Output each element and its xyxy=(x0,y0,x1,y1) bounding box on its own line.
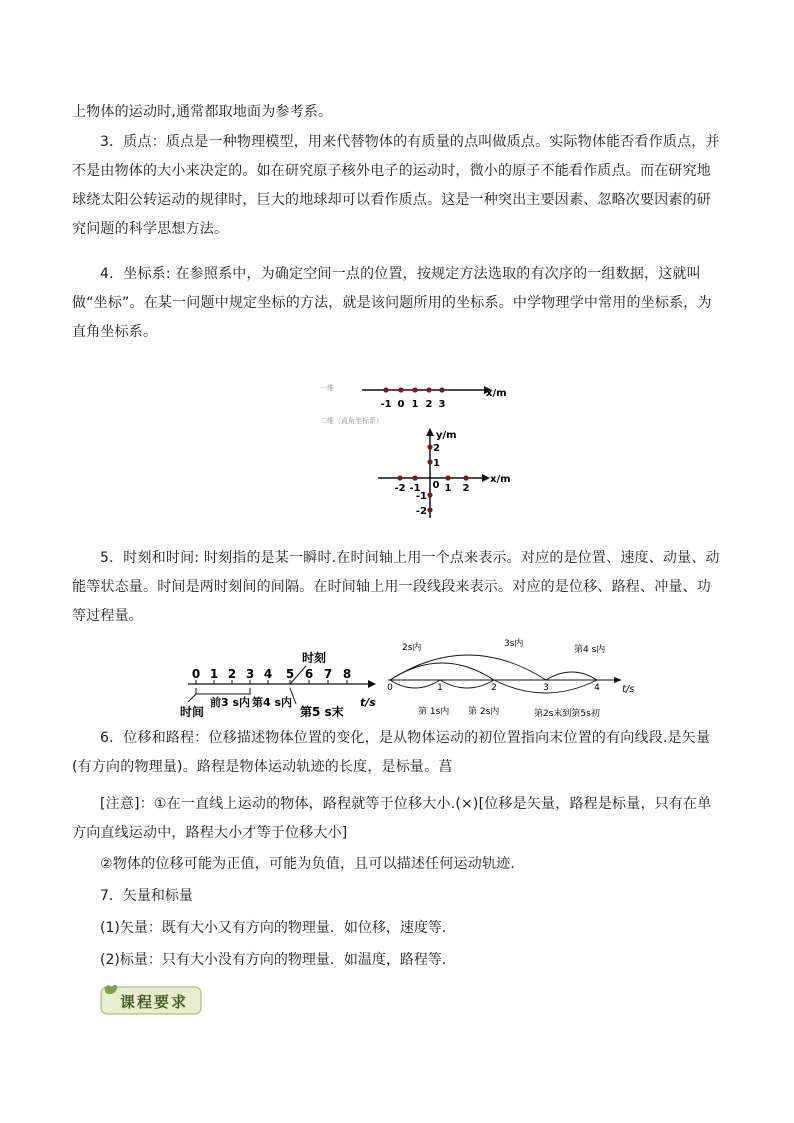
badge-label: 课程要求 xyxy=(119,993,189,1011)
in3s-label: 3s内 xyxy=(504,639,524,649)
tick-2d-y: 1 xyxy=(433,458,440,469)
moment-label: 时刻 xyxy=(302,651,327,665)
time-tick: 2 xyxy=(227,667,237,681)
tick-1d: 3 xyxy=(438,399,446,410)
second-s-label: 第 2s内 xyxy=(468,707,500,717)
paragraph-coordinate-system: 4．坐标系: 在参照系中，为确定空间一点的位置，按规定方法选取的有次序的一组数据，这就叫做“坐标”。在某一问题中规定坐标的方法，就是该问题所用的坐标系。中学物理学中常用的坐标系，为直角坐标系。 xyxy=(72,266,712,340)
point-2d xyxy=(427,492,432,497)
point-1d xyxy=(439,387,444,392)
end5-label: 第5 s末 xyxy=(300,705,344,719)
tick-2d-x: 0 xyxy=(432,480,440,491)
tick-1d: 2 xyxy=(425,399,433,410)
tick-2d-y: -2 xyxy=(415,506,427,517)
fourth-label: 第4 s内 xyxy=(252,696,293,709)
point-2d xyxy=(463,475,468,480)
tick-2d-x: 1 xyxy=(444,483,452,494)
point-2d xyxy=(427,459,432,464)
scalar-definition: (2)标量：只有大小没有方向的物理量．如温度，路程等． xyxy=(100,952,456,968)
y-axis-label-2d: y/m xyxy=(436,430,457,441)
x-arrow-2d xyxy=(482,474,490,482)
tick-1d: 0 xyxy=(397,399,405,410)
interval-axis-label: t/s xyxy=(622,684,635,695)
time-tick: 5 xyxy=(285,667,295,681)
time-axis-arrow xyxy=(368,680,376,688)
first-s-label: 第 1s内 xyxy=(418,707,450,717)
time-tick: 8 xyxy=(342,667,352,681)
axis-label-1d: x/m xyxy=(486,388,507,399)
tick-2d-x: -1 xyxy=(409,483,421,494)
paragraph-time: 5．时刻和时间: 时刻指的是某一瞬时.在时间轴上用一个点来表示。对应的是位置、速度、动量、动能等状态量。时间是两时刻间的间隔。在时间轴上用一段线段来表示。对应的是位移、路程、冲量、功等过程量。 xyxy=(72,550,720,624)
first3-bracket xyxy=(196,688,250,694)
note-paragraph-2: ②物体的位移可能为正值，可能为负值，且可以描述任何运动轨迹. xyxy=(100,856,515,872)
time-tick: 4 xyxy=(263,667,273,681)
interval-tick: 1 xyxy=(437,683,443,693)
interval-tick: 0 xyxy=(387,683,393,693)
time-label: 时间 xyxy=(180,705,205,719)
course-requirements-badge xyxy=(100,983,202,1015)
time-tick: 7 xyxy=(323,667,333,681)
interval-axis-arrow xyxy=(614,677,622,683)
tick-2d-x: 2 xyxy=(462,483,470,494)
point-1d xyxy=(383,387,388,392)
time-pointer xyxy=(188,694,196,702)
section-7-heading: 7．矢量和标量 xyxy=(100,888,193,904)
point-1d xyxy=(426,387,431,392)
tick-2d-y: -1 xyxy=(415,491,427,502)
point-2d xyxy=(427,507,432,512)
arc-2nd-s xyxy=(440,680,494,688)
time-axis-figure xyxy=(178,648,386,720)
point-2d xyxy=(427,444,432,449)
time-tick: 3 xyxy=(245,667,255,681)
end2-begin5-label: 第2s末到第5s初 xyxy=(534,709,600,719)
interval-figure xyxy=(384,636,644,722)
point-2d xyxy=(397,475,402,480)
interval-tick: 4 xyxy=(594,683,600,693)
time-tick: 0 xyxy=(191,667,201,681)
coordinate-system-figure xyxy=(318,352,528,522)
paragraph-particle: 3．质点：质点是一种物理模型，用来代替物体的有质量的点叫做质点。实际物体能否看作质点，并不是由物体的大小来决定的。如在研究原子核外电子的运动时，微小的原子不能看作质点。而在研究地球绕太阳公转运动的规律时，巨大的地球却可以看作质点。这是一种突出主要因素、忽略次要因素的研究问题的科学思想方法。 xyxy=(72,134,720,237)
point-2d xyxy=(412,475,417,480)
tick-1d: -1 xyxy=(380,399,392,410)
label-2d: 二维（直角坐标系） xyxy=(320,417,383,425)
interval-tick: 2 xyxy=(491,683,497,693)
tick-1d: 1 xyxy=(411,399,419,410)
tick-2d-y: 2 xyxy=(433,443,440,454)
tick-2d-x: -2 xyxy=(394,483,406,494)
paragraph-displacement: 6．位移和路程：位移描述物体位置的变化，是从物体运动的初位置指向末位置的有向线段.是矢量(有方向的物理量)。路程是物体运动轨迹的长度，是标量。菖 xyxy=(72,730,711,775)
point-2d xyxy=(445,475,450,480)
vector-definition: (1)矢量：既有大小又有方向的物理量．如位移，速度等． xyxy=(100,920,456,936)
intro-paragraph: 上物体的运动时,通常都取地面为参考系。 xyxy=(72,104,333,120)
point-1d xyxy=(412,387,417,392)
note-paragraph: [注意]：①在一直线上运动的物体，路程就等于位移大小.(×)[位移是矢量，路程是标量，只有在单方向直线运动中，路程大小才等于位移大小] xyxy=(72,796,712,841)
x-axis-label-2d: x/m xyxy=(490,474,511,485)
arc-1st-s xyxy=(390,680,440,688)
interval-tick: 3 xyxy=(543,683,549,693)
y-arrow-2d xyxy=(426,428,434,436)
time-tick: 1 xyxy=(209,667,219,681)
first3-label: 前3 s内 xyxy=(210,696,251,709)
point-1d xyxy=(398,387,403,392)
arc-4th-s xyxy=(546,672,597,680)
in2s-label: 2s内 xyxy=(402,643,422,653)
label-1d: 一维 xyxy=(320,384,334,392)
time-tick: 6 xyxy=(304,667,314,681)
time-axis-label: t/s xyxy=(360,696,376,709)
fourth-s-label: 第4 s内 xyxy=(574,645,606,655)
